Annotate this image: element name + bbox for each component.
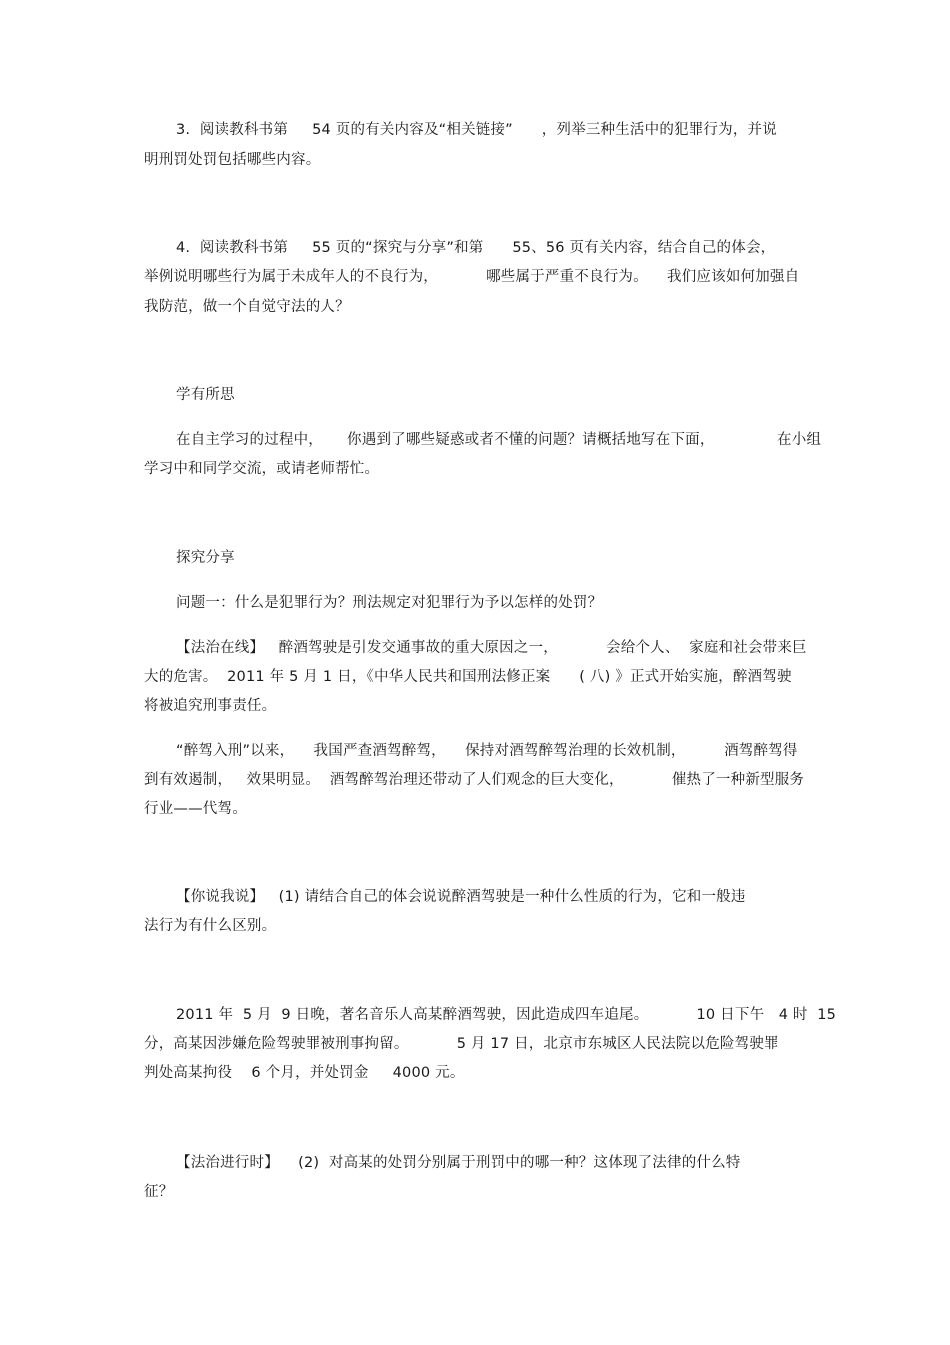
reflect-heading: 学有所思 [176,387,235,403]
question-one: 问题一：什么是犯罪行为？刑法规定对犯罪行为予以怎样的处罚？ [176,595,603,611]
drunk-driving-para-line-3: 行业——代驾。 [144,801,247,817]
question-4-line-1: 4. 阅读教科书第 55 页的“探究与分享”和第 55、56 页有关内容，结合自己的体会， [176,240,776,256]
case-line-3: 判处高某拘役 6 个月，并处罚金 4000 元。 [144,1065,465,1081]
explore-heading: 探究分享 [176,550,235,566]
case-line-1: 2011 年 5 月 9 日晚，著名音乐人高某醉酒驾驶，因此造成四车追尾。 10 日下午 4 时 15 [176,1007,837,1023]
law-online-line-1: 【法治在线】 醉酒驾驶是引发交通事故的重大原因之一， 会给个人、 家庭和社会带来巨 [176,640,807,656]
law-online-line-2: 大的危害。 2011 年 5 月 1 日，《中华人民共和国刑法修正案 ( 八) 》正式开始实施，醉酒驾驶 [144,669,792,685]
law-in-progress-line-2: 征？ [144,1184,174,1200]
law-in-progress-line-1: 【法治进行时】 (2) 对高某的处罚分别属于刑罚中的哪一种？这体现了法律的什么特 [176,1155,741,1171]
law-online-line-3: 将被追究刑事责任。 [144,698,277,714]
drunk-driving-para-line-1: “醉驾入刑”以来， 我国严查酒驾醉驾， 保持对酒驾醉驾治理的长效机制， 酒驾醉驾得 [176,743,798,759]
question-3-line-2: 明刑罚处罚包括哪些内容。 [144,152,321,168]
you-say-i-say-line-2: 法行为有什么区别。 [144,918,277,934]
drunk-driving-para-line-2: 到有效遏制， 效果明显。 酒驾醉驾治理还带动了人们观念的巨大变化， 催热了一种新型服务 [144,772,805,788]
reflect-line-2: 学习中和同学交流，或请老师帮忙。 [144,461,380,477]
question-4-line-3: 我防范，做一个自觉守法的人？ [144,299,350,315]
you-say-i-say-line-1: 【你说我说】 (1) 请结合自己的体会说说醉酒驾驶是一种什么性质的行为，它和一般违 [176,889,746,905]
reflect-line-1: 在自主学习的过程中， 你遇到了哪些疑惑或者不懂的问题？请概括地写在下面， 在小组 [176,432,822,448]
case-line-2: 分，高某因涉嫌危险驾驶罪被刑事拘留。 5 月 17 日，北京市东城区人民法院以危险驾驶罪 [144,1036,779,1052]
question-4-line-2: 举例说明哪些行为属于未成年人的不良行为， 哪些属于严重不良行为。 我们应该如何加强自 [144,269,800,285]
question-3-line-1: 3. 阅读教科书第 54 页的有关内容及“相关链接” ，列举三种生活中的犯罪行为，并说 [176,122,777,138]
